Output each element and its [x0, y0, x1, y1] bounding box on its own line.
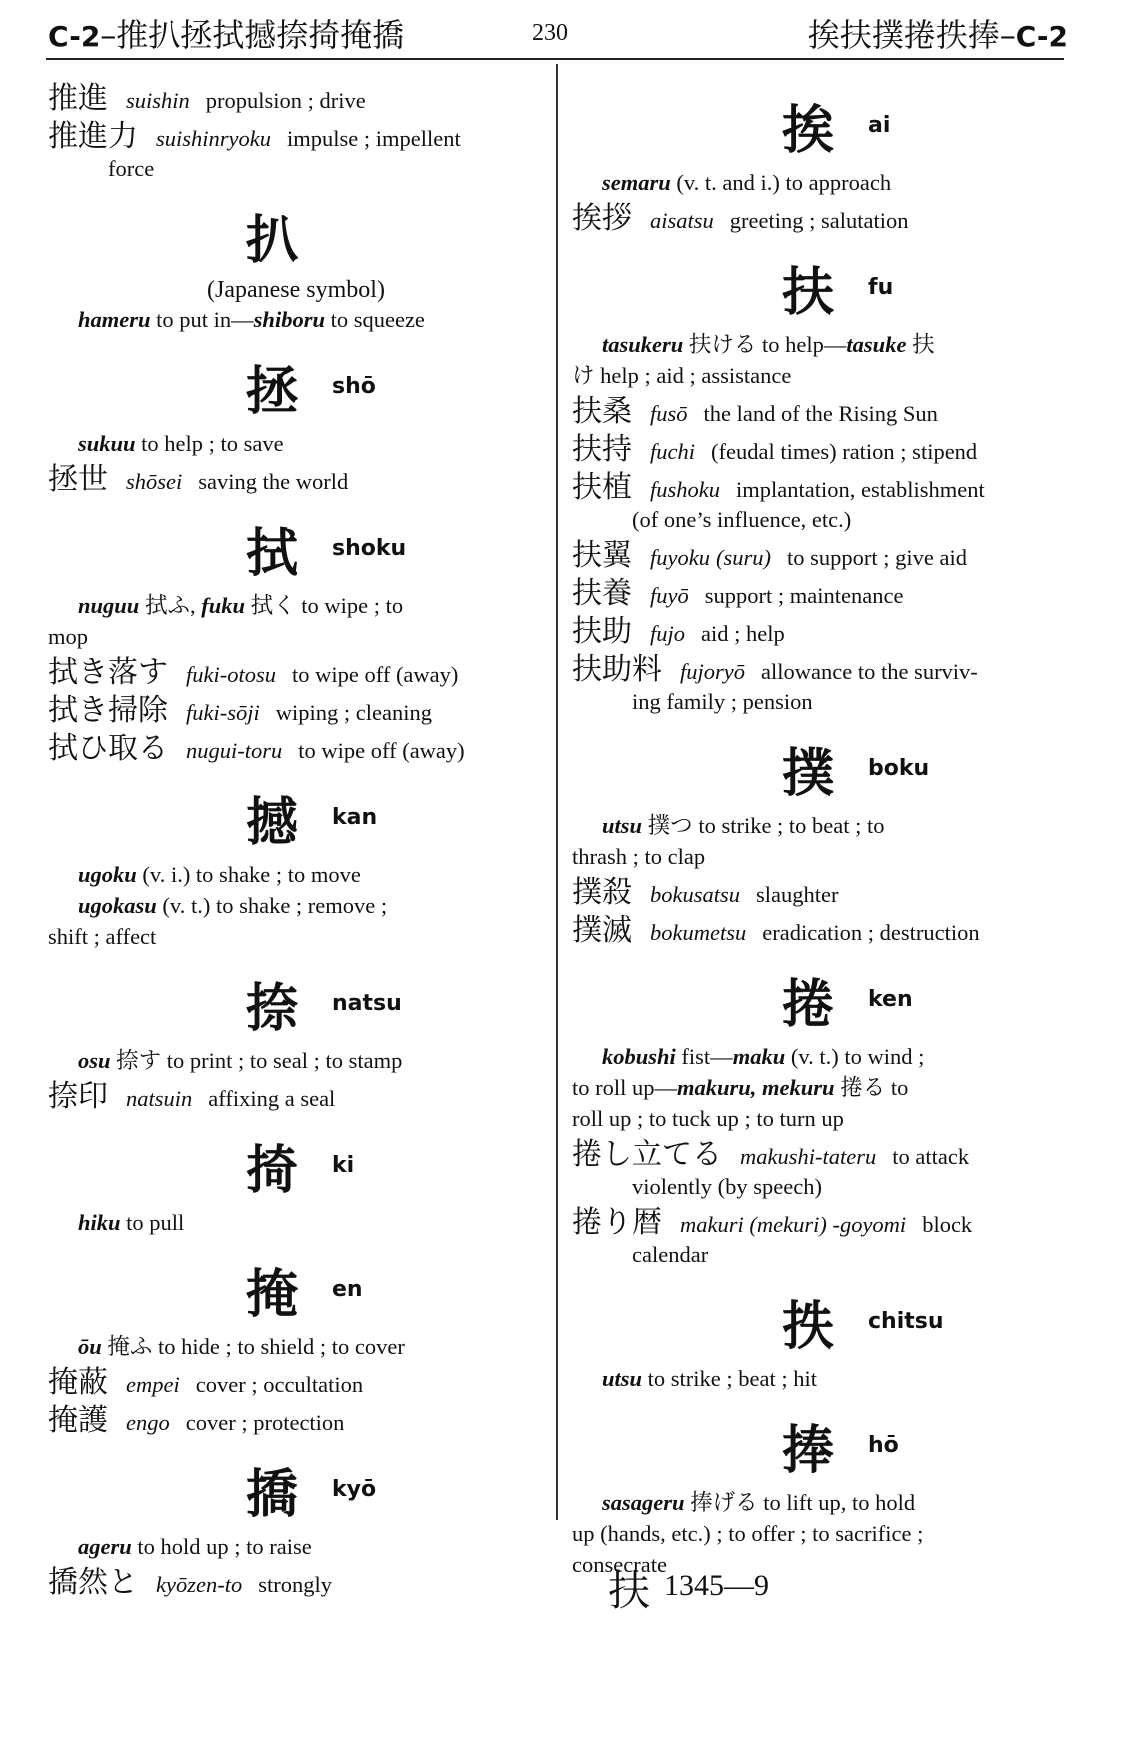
compound-entry: 扶助 fujo aid ; help: [572, 614, 785, 649]
compound-entry: 推進 suishin propulsion ; drive: [48, 81, 366, 116]
compound-entry: 撲滅 bokumetsu eradication ; destruction: [572, 913, 980, 948]
compound-entry: 挨拶 aisatsu greeting ; salutation: [572, 201, 909, 236]
compound-entry: 拭き落す fuki-otosu to wipe off (away): [48, 655, 459, 690]
headword-kanji: 掎 ki: [246, 1140, 355, 1201]
headword-definition: ugoku (v. i.) to shake ; to move: [78, 862, 361, 887]
headword-kanji: 掩 en: [246, 1264, 363, 1325]
headword-kanji: 撟 kyō: [246, 1464, 377, 1525]
headword-definition: utsu 撲つ to strike ; to beat ; to thrash ; to clap: [572, 813, 885, 869]
header-left: C-2–推扒拯拭撼捺掎掩撟: [48, 16, 405, 54]
headword-kanji: 拯 shō: [246, 361, 376, 422]
compound-entry: 撟然と kyōzen-to strongly: [48, 1565, 332, 1600]
headword-definition: ugokasu (v. t.) to shake ; remove ; shift ; affect: [48, 893, 388, 949]
header-right-kanji: 挨扶撲捲抶捧: [807, 16, 1000, 54]
compound-entry: 扶助料 fujoryō allowance to the surviv- ing family ; pension: [572, 652, 978, 714]
compound-entry: 掩蔽 empei cover ; occultation: [48, 1365, 364, 1400]
page-number: 230: [532, 20, 568, 46]
headword-kanji: 撼 kan: [246, 792, 378, 853]
headword-kanji: 扶 fu: [782, 262, 894, 323]
headword-definition: tasukeru 扶ける to help—tasuke 扶 け help ; aid ; assistance: [572, 332, 935, 388]
headword-kanji: 捧 hō: [782, 1420, 899, 1481]
headword-kanji: 抶 chitsu: [782, 1296, 944, 1357]
headword-definition: hameru to put in—shiboru to squeeze: [78, 307, 425, 332]
headword-definition: semaru (v. t. and i.) to approach: [602, 170, 892, 195]
headword-definition: sukuu to help ; to save: [78, 431, 284, 456]
compound-entry: 扶桑 fusō the land of the Rising Sun: [572, 394, 938, 429]
headword-definition: ōu 掩ふ to hide ; to shield ; to cover: [78, 1334, 405, 1359]
headword-kanji: 挨 ai: [782, 100, 891, 161]
compound-entry: 拭き掃除 fuki-sōji wiping ; cleaning: [48, 693, 432, 728]
left-column: [48, 78, 544, 1606]
compound-entry: 捲り暦 makuri (mekuri) -goyomi block calendar: [572, 1205, 973, 1267]
headword-note: (Japanese symbol): [207, 277, 385, 303]
compound-entry: 扶養 fuyō support ; maintenance: [572, 576, 904, 611]
section-code-left: C-2: [48, 20, 101, 53]
compound-entry: 拭ひ取る nugui-toru to wipe off (away): [48, 731, 465, 766]
compound-entry: 捺印 natsuin affixing a seal: [48, 1079, 336, 1114]
compound-entry: 撲殺 bokusatsu slaughter: [572, 875, 839, 910]
kanji-reference-code: 扶 1345—9: [608, 1566, 770, 1615]
headword-kanji: 捺 natsu: [246, 978, 402, 1039]
compound-entry: 掩護 engo cover ; protection: [48, 1403, 345, 1438]
headword-kanji: 扒: [246, 210, 299, 271]
header-rule: [46, 58, 1064, 60]
header-right: 挨扶撲捲抶捧–C-2: [807, 16, 1068, 54]
section-code-right: C-2: [1015, 20, 1068, 53]
headword-definition: kobushi fist—maku (v. t.) to wind ; to roll up—makuru, mekuru 捲る to roll up ; to tuck up ; to turn up: [572, 1044, 925, 1131]
headword-definition: osu 捺す to print ; to seal ; to stamp: [78, 1048, 403, 1073]
compound-entry: 捲し立てる makushi-tateru to attack violently (by speech): [572, 1137, 970, 1199]
headword-definition: sasageru 捧げる to lift up, to hold up (hands, etc.) ; to offer ; to sacrifice ; consecrate: [572, 1490, 924, 1577]
headword-definition: utsu to strike ; beat ; hit: [602, 1366, 818, 1391]
compound-entry: 扶翼 fuyoku (suru) to support ; give aid: [572, 538, 967, 573]
header-left-kanji: 推扒拯拭撼捺掎掩撟: [116, 16, 405, 54]
compound-entry: 拯世 shōsei saving the world: [48, 462, 349, 497]
column-divider: [556, 64, 558, 1520]
headword-kanji: 捲 ken: [782, 974, 913, 1035]
compound-entry: 扶持 fuchi (feudal times) ration ; stipend: [572, 432, 978, 467]
headword-definition: hiku to pull: [78, 1210, 185, 1235]
headword-definition: ageru to hold up ; to raise: [78, 1534, 312, 1559]
headword-kanji: 拭 shoku: [246, 523, 407, 584]
right-column: [572, 78, 1072, 1580]
compound-entry: 推進力 suishinryoku impulse ; impellent force: [48, 119, 461, 181]
headword-kanji: 撲 boku: [782, 743, 930, 804]
headword-definition: nuguu 拭ふ, fuku 拭く to wipe ; to mop: [48, 593, 404, 649]
compound-entry: 扶植 fushoku implantation, establishment (of one’s influence, etc.): [572, 470, 985, 532]
